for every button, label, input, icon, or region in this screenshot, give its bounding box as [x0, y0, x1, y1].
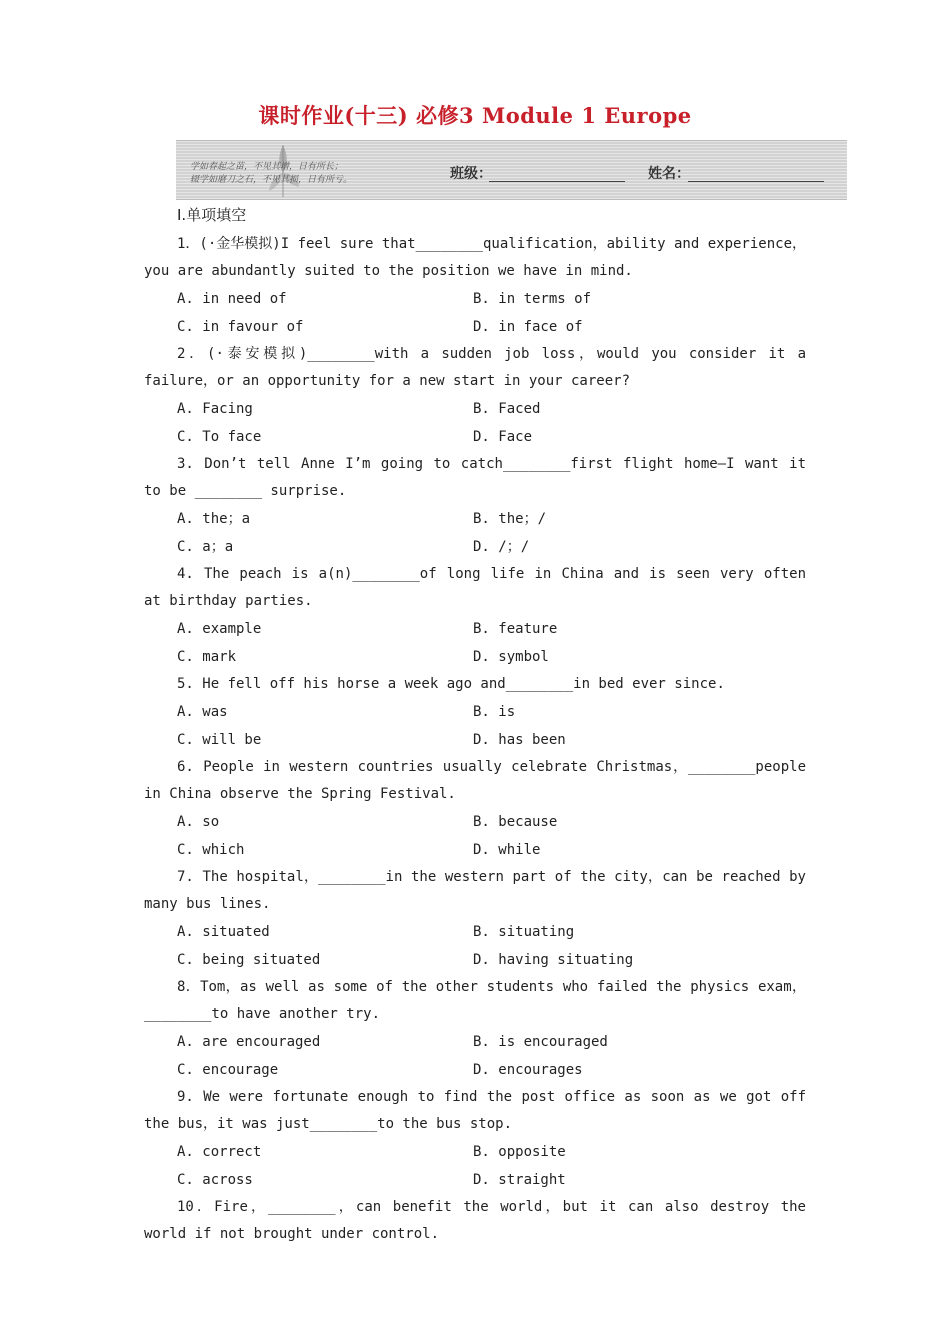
answer-option[interactable]: D. while: [473, 842, 541, 858]
question-stem: [144, 1194, 806, 1248]
question-text: 5. He fell off his horse a week ago and________in bed ever since.: [177, 676, 725, 692]
question-item: [144, 451, 806, 561]
answer-option[interactable]: C. in favour of: [177, 319, 304, 335]
answer-option[interactable]: C. which: [177, 842, 245, 858]
answer-option[interactable]: A. Facing: [177, 401, 253, 417]
answer-option[interactable]: D. Face: [473, 429, 533, 445]
option-row: [144, 423, 806, 451]
question-text: 4. The peach is a(n)________of long life in China and is seen very often at birthday parties.: [144, 566, 806, 609]
answer-option[interactable]: A. in need of: [177, 291, 287, 307]
answer-option[interactable]: B. opposite: [473, 1144, 566, 1160]
answer-option[interactable]: B. feature: [473, 621, 558, 637]
class-field[interactable]: [489, 181, 625, 182]
answer-option[interactable]: D. straight: [473, 1172, 566, 1188]
question-text: 8．Tom，as well as some of the other students who failed the physics exam，________to have another try.: [144, 979, 806, 1022]
question-text: 2．(·泰安模拟)________with a sudden job loss，would you consider it a failure，or an opportunity for a new start in your career?: [144, 346, 806, 389]
option-row: [144, 836, 806, 864]
answer-option[interactable]: B. situating: [473, 924, 575, 940]
answer-option[interactable]: C. encourage: [177, 1062, 279, 1078]
option-row: [144, 698, 806, 726]
answer-option[interactable]: B. is encouraged: [473, 1034, 608, 1050]
question-text: 10．Fire，________，can benefit the world，but it can also destroy the world if not brought under control.: [144, 1199, 806, 1242]
option-row: [144, 285, 806, 313]
question-stem: [144, 561, 806, 615]
answer-option[interactable]: C. To face: [177, 429, 262, 445]
answer-option[interactable]: A. are encouraged: [177, 1034, 321, 1050]
answer-option[interactable]: D. in face of: [473, 319, 583, 335]
option-row: [144, 808, 806, 836]
question-text: 7. The hospital，________in the western part of the city，can be reached by many bus lines.: [144, 869, 806, 912]
option-row: [144, 946, 806, 974]
question-item: [144, 231, 806, 341]
option-row: [144, 1166, 806, 1194]
answer-option[interactable]: C. will be: [177, 732, 262, 748]
question-text: 3. Don’t tell Anne I’m going to catch________first flight home—I want it to be ________ surprise.: [144, 456, 806, 499]
question-stem: [144, 231, 806, 285]
question-item: [144, 1194, 806, 1248]
answer-option[interactable]: A. so: [177, 814, 220, 830]
option-row: [144, 1056, 806, 1084]
answer-option[interactable]: C. mark: [177, 649, 237, 665]
question-stem: [144, 1084, 806, 1138]
name-label: 姓名：: [648, 166, 690, 182]
answer-option[interactable]: B. is: [473, 704, 516, 720]
answer-option[interactable]: C. across: [177, 1172, 253, 1188]
answer-option[interactable]: A. correct: [177, 1144, 262, 1160]
answer-option[interactable]: D. symbol: [473, 649, 549, 665]
option-row: [144, 1138, 806, 1166]
answer-option[interactable]: A. the；a: [177, 511, 251, 527]
section-heading: Ⅰ.单项填空: [177, 206, 247, 224]
answer-option[interactable]: B. in terms of: [473, 291, 592, 307]
answer-option[interactable]: D. encourages: [473, 1062, 583, 1078]
option-row: [144, 533, 806, 561]
question-text: 9. We were fortunate enough to find the post office as soon as we got off the bus，it was just________to the bus stop.: [144, 1089, 806, 1132]
name-field[interactable]: [688, 181, 824, 182]
question-stem: [144, 974, 806, 1028]
option-row: [144, 505, 806, 533]
question-stem: [144, 671, 806, 698]
answer-option[interactable]: C. a；a: [177, 539, 234, 555]
worksheet-content: [144, 203, 806, 1248]
motto-line-2: 辍学如磨刀之石，不见其损，日有所亏。: [190, 175, 353, 185]
answer-option[interactable]: C. being situated: [177, 952, 321, 968]
answer-option[interactable]: B. the；/: [473, 511, 547, 527]
question-item: [144, 671, 806, 754]
header-banner: [176, 140, 847, 200]
question-text: 6. People in western countries usually celebrate Christmas，________people in China observe the Spring Festival.: [144, 759, 806, 802]
question-item: [144, 561, 806, 671]
question-item: [144, 974, 806, 1084]
question-stem: [144, 864, 806, 918]
motto: [190, 161, 352, 187]
class-label: 班级：: [450, 166, 492, 182]
question-stem: [144, 451, 806, 505]
answer-option[interactable]: B. because: [473, 814, 558, 830]
question-stem: [144, 754, 806, 808]
answer-option[interactable]: A. situated: [177, 924, 270, 940]
question-list: [144, 231, 806, 1248]
page-title: 课时作业(十三) 必修3 Module 1 Europe: [258, 103, 692, 128]
question-item: [144, 341, 806, 451]
question-stem: [144, 341, 806, 395]
option-row: [144, 1028, 806, 1056]
option-row: [144, 615, 806, 643]
answer-option[interactable]: B. Faced: [473, 401, 541, 417]
answer-option[interactable]: D. /；/: [473, 539, 530, 555]
option-row: [144, 395, 806, 423]
question-item: [144, 754, 806, 864]
question-item: [144, 1084, 806, 1194]
option-row: [144, 726, 806, 754]
option-row: [144, 643, 806, 671]
motto-line-1: 学如春起之苗，不见其增，日有所长；: [190, 162, 344, 172]
option-row: [144, 918, 806, 946]
answer-option[interactable]: D. having situating: [473, 952, 634, 968]
answer-option[interactable]: A. was: [177, 704, 228, 720]
question-text: 1．(·金华模拟)I feel sure that________qualification，ability and experience，you are abundantly suited to the position we have in mind.: [144, 236, 807, 279]
question-item: [144, 864, 806, 974]
answer-option[interactable]: D. has been: [473, 732, 566, 748]
option-row: [144, 313, 806, 341]
answer-option[interactable]: A. example: [177, 621, 262, 637]
